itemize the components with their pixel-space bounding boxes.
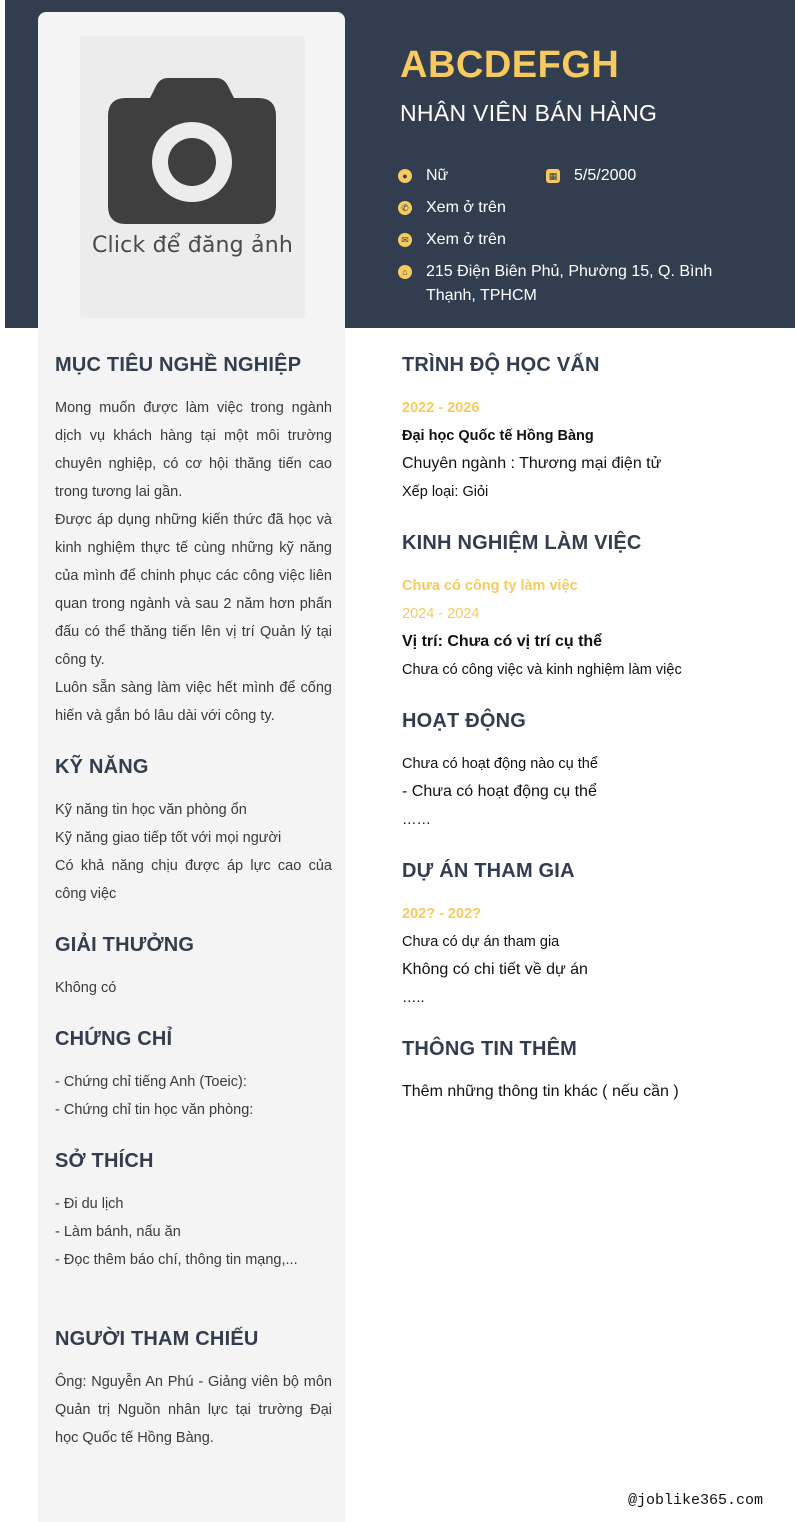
objective-text [55, 394, 332, 730]
birthday-value: 5/5/2000 [574, 167, 637, 184]
references-title: NGƯỜI THAM CHIẾU [55, 1328, 259, 1350]
certificates-title: CHỨNG CHỈ [55, 1028, 173, 1050]
address-value: 215 Điện Biên Phủ, Phường 15, Q. Bình Thạnh, TPHCM [426, 263, 713, 304]
skills-title: KỸ NĂNG [55, 756, 149, 778]
hobby-item: - Làm bánh, nấu ăn [55, 1224, 181, 1240]
email-value: Xem ở trên [426, 231, 506, 248]
education-period: 2022 - 2026 [402, 400, 480, 416]
activity-more: …… [402, 812, 431, 828]
experience-entry [402, 572, 772, 684]
education-major: Chuyên ngành : Thương mại điện tử [402, 455, 662, 472]
hobby-item: - Đi du lịch [55, 1196, 124, 1212]
camera-icon [108, 78, 276, 224]
activity-name: Chưa có hoạt động nào cụ thể [402, 756, 598, 772]
experience-description: Chưa có công việc và kinh nghiệm làm việc [402, 662, 682, 678]
activities-entry [402, 750, 772, 834]
hobbies-list [55, 1190, 332, 1274]
experience-company: Chưa có công ty làm việc [402, 578, 578, 594]
project-name: Chưa có dự án tham gia [402, 934, 560, 950]
education-title: TRÌNH ĐỘ HỌC VẤN [402, 354, 600, 376]
watermark: @joblike365.com [628, 1492, 764, 1509]
gender-value: Nữ [426, 167, 449, 184]
skill-item: Kỹ năng giao tiếp tốt với mọi người [55, 830, 282, 846]
additional-info-text: Thêm những thông tin khác ( nếu cần ) [402, 1083, 679, 1100]
job-title: NHÂN VIÊN BÁN HÀNG [400, 100, 658, 126]
project-detail: Không có chi tiết về dự án [402, 961, 588, 978]
projects-entry [402, 900, 772, 1012]
education-entry [402, 394, 772, 506]
objective-paragraph: Được áp dụng những kiến thức đã học và kinh nghiệm thực tế cùng những kỹ năng của mình để chinh phục các công việc liên quan trong ngành và sau 2 năm hơn phấn đấu có thể thăng tiến lên vị trí Quản lý tại công ty. [55, 512, 332, 668]
photo-upload[interactable] [80, 36, 305, 318]
objective-paragraph: Mong muốn được làm việc trong ngành dịch vụ khách hàng tại một môi trường chuyên nghiệp, có cơ hội thăng tiến cao trong tương lai gần. [55, 400, 332, 500]
envelope-icon: ✉ [398, 233, 412, 247]
skill-item: Có khả năng chịu được áp lực cao của công việc [55, 858, 332, 902]
references-text [55, 1368, 332, 1452]
skill-item: Kỹ năng tin học văn phòng ổn [55, 802, 247, 818]
calendar-icon: ▦ [546, 169, 560, 183]
certificates-list [55, 1068, 332, 1124]
certificate-item: - Chứng chỉ tiếng Anh (Toeic): [55, 1074, 247, 1090]
awards-title: GIẢI THƯỞNG [55, 934, 195, 956]
home-icon: ⌂ [398, 265, 412, 279]
photo-upload-label: Click để đăng ảnh [91, 233, 294, 258]
user-icon: ● [398, 169, 412, 183]
experience-period: 2024 - 2024 [402, 606, 480, 622]
hobbies-title: SỞ THÍCH [55, 1150, 154, 1172]
candidate-name: ABCDEFGH [400, 44, 620, 86]
additional-info-title: THÔNG TIN THÊM [402, 1038, 578, 1060]
education-grade: Xếp loại: Giỏi [402, 484, 489, 500]
objective-title: MỤC TIÊU NGHỀ NGHIỆP [55, 354, 302, 376]
additional-info-entry [402, 1078, 772, 1106]
project-period: 202? - 202? [402, 906, 481, 922]
experience-title: KINH NGHIỆM LÀM VIỆC [402, 532, 642, 554]
project-more: ….. [402, 990, 425, 1006]
experience-position: Vị trí: Chưa có vị trí cụ thể [402, 633, 603, 650]
objective-paragraph: Luôn sẵn sàng làm việc hết mình để cống hiến và gắn bó lâu dài với công ty. [55, 680, 332, 724]
award-item: Không có [55, 980, 117, 996]
activity-detail: - Chưa có hoạt động cụ thể [402, 783, 597, 800]
phone-value: Xem ở trên [426, 199, 506, 216]
address-row [398, 260, 738, 310]
awards-list [55, 974, 332, 1002]
hobby-item: - Đọc thêm báo chí, thông tin mạng,... [55, 1252, 298, 1268]
projects-title: DỰ ÁN THAM GIA [402, 860, 575, 882]
education-school: Đại học Quốc tế Hồng Bàng [402, 428, 594, 444]
phone-icon: ✆ [398, 201, 412, 215]
reference-item: Ông: Nguyễn An Phú - Giảng viên bộ môn Quản trị Nguồn nhân lực tại trường Đại học Quốc tế Hồng Bàng. [55, 1374, 332, 1446]
certificate-item: - Chứng chỉ tin học văn phòng: [55, 1102, 254, 1118]
skills-list [55, 796, 332, 908]
activities-title: HOẠT ĐỘNG [402, 710, 527, 732]
